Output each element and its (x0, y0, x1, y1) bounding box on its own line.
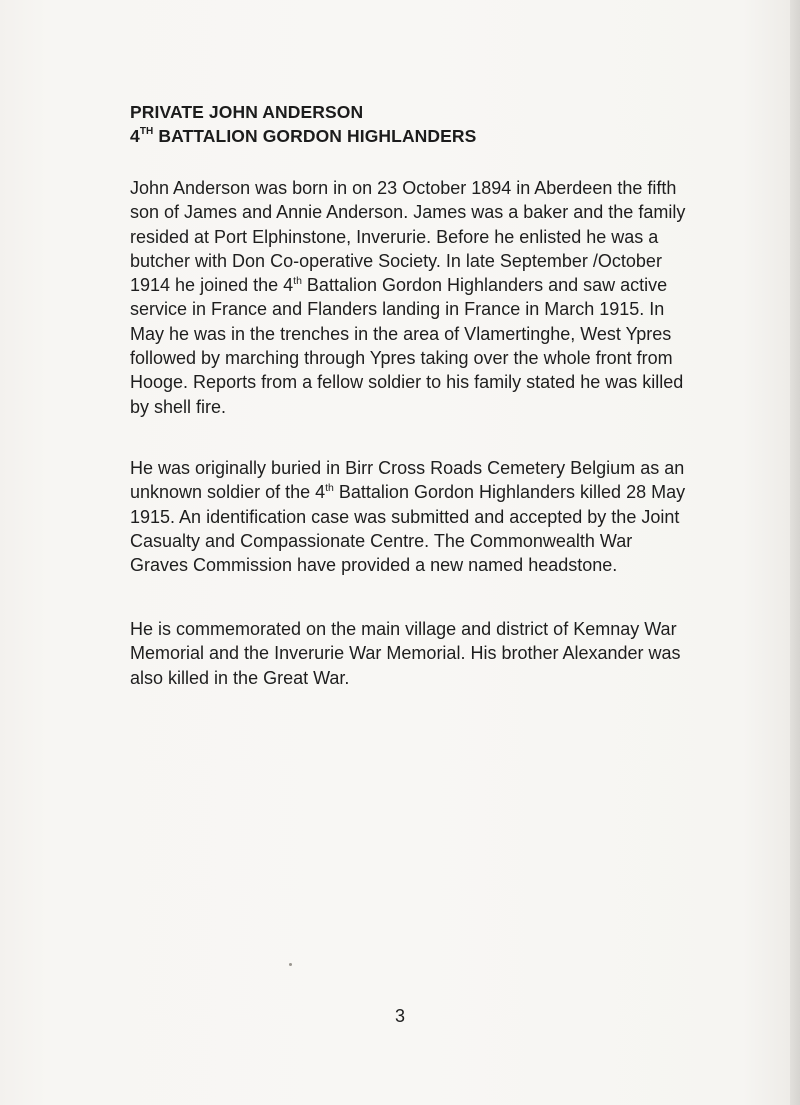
paragraph-text: Battalion Gordon Highlanders and saw active service in France and Flanders landing in France in March 1915. In May he was in the trenches in the area of Vlamertinghe, West Ypres followed by marching through Ypres taking over the whole front from Hooge. Reports from a fellow soldier to his family stated he was killed by shell fire. (130, 275, 684, 417)
paragraph-text: He is commemorated on the main village and district of Kemnay War Memorial and the Inverurie War Memorial. His brother Alexander was also killed in the Great War. (130, 619, 681, 688)
heading-name-line: PRIVATE JOHN ANDERSON (130, 102, 364, 122)
heading-battalion-ordinal: TH (139, 126, 154, 138)
memorial-paragraph (130, 617, 690, 690)
paragraph-text: John Anderson was born in on 23 October 1894 in Aberdeen the fifth son of James and Annie Anderson. James was a baker and the family resided at Port Elphinstone, Inverurie. Before he enlisted he was a butcher with Don Co-operative Society. In late September /October 1914 he joined the 4 (130, 178, 686, 296)
burial-paragraph (130, 456, 690, 577)
heading-battalion-line (130, 124, 690, 148)
heading-battalion-name: BATTALION GORDON HIGHLANDERS (153, 126, 477, 146)
paragraph-text: Battalion Gordon Highlanders killed 28 May 1915. An identification case was submitted and accepted by the Joint Casualty and Compassionate Centre. The Commonwealth War Graves Commission have provided a new named headstone. (130, 482, 686, 576)
biography-paragraph (130, 176, 690, 419)
paragraph-text: He was originally buried in Birr Cross Roads Cemetery Belgium as an unknown soldier of the 4 (130, 458, 685, 503)
heading-battalion-number: 4 (130, 126, 140, 146)
document-heading (130, 100, 690, 148)
paper-speck (289, 963, 292, 966)
ordinal-suffix: th (293, 275, 302, 288)
page-edge (790, 0, 800, 1105)
page-number: 3 (395, 1006, 406, 1026)
ordinal-suffix: th (325, 482, 334, 495)
